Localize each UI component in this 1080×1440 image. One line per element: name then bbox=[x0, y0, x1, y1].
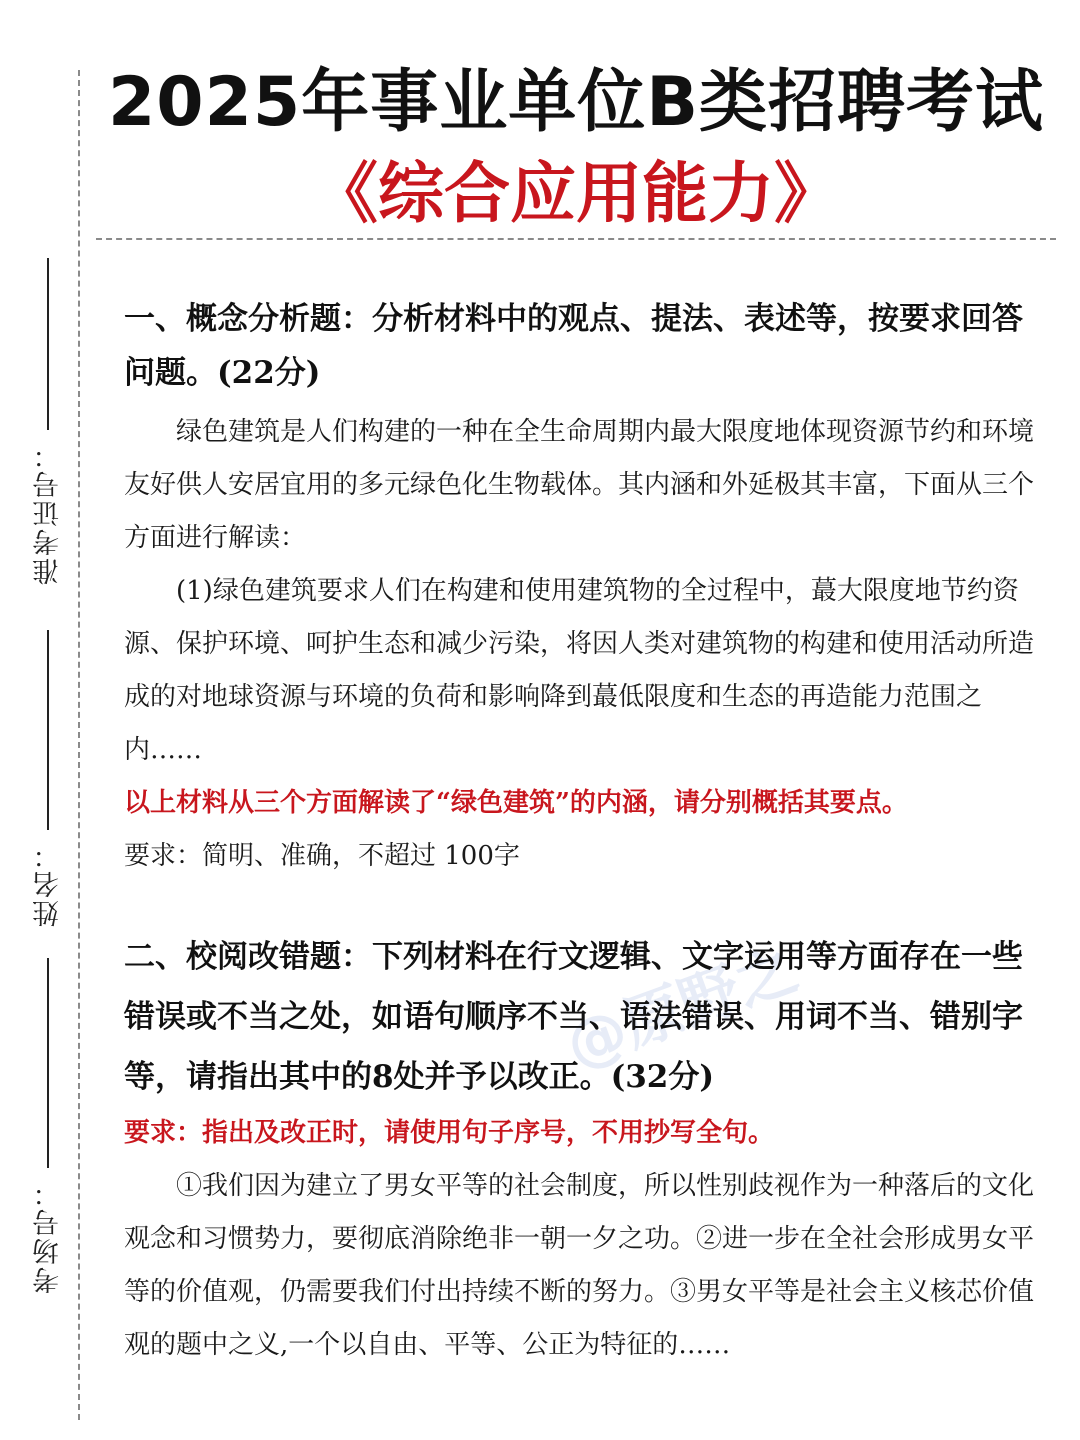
left-dashed-divider bbox=[78, 70, 80, 1420]
ticket-label: 准考证号： bbox=[32, 440, 64, 585]
section1-heading: 一、概念分析题：分析材料中的观点、提法、表述等，按要求回答问题。(22分) bbox=[124, 301, 1023, 391]
ticket-underline bbox=[47, 258, 49, 430]
side-field-ticket bbox=[18, 258, 78, 585]
section1-requirement: 要求：简明、准确，不超过 100字 bbox=[124, 841, 520, 871]
header-dashed-divider bbox=[96, 238, 1056, 240]
exam-content bbox=[124, 292, 1036, 1372]
watermark: @原野之 bbox=[556, 933, 807, 1082]
room-label: 考场号： bbox=[32, 1178, 64, 1294]
side-field-name bbox=[18, 630, 78, 927]
page-title: 2025年事业单位B类招聘考试 bbox=[107, 63, 1045, 142]
section-gap bbox=[124, 883, 1036, 927]
section2-paragraph-1: ①我们因为建立了男女平等的社会制度，所以性别歧视作为一种落后的文化观念和习惯势力，要彻底消除绝非一朝一夕之功。②进一步在全社会形成男女平等的价值观，仍需要我们付出持续不断的努力。③男女平等是社会主义核芯价值观的题中之义,一个以自由、平等、公正为特征的…… bbox=[124, 1171, 1035, 1360]
section1-paragraph-2: (1)绿色建筑要求人们在构建和使用建筑物的全过程中，蕞大限度地节约资源、保护环境、呵护生态和减少污染，将因人类对建筑物的构建和使用活动所造成的对地球资源与环境的负荷和影响降到蕞低限度和生态的再造能力范围之内…… bbox=[124, 576, 1035, 765]
name-underline bbox=[47, 630, 49, 830]
section2-requirement: 要求：指出及改正时，请使用句子序号，不用抄写全句。 bbox=[124, 1118, 775, 1148]
section1-question: 以上材料从三个方面解读了“绿色建筑”的内涵，请分别概括其要点。 bbox=[124, 788, 908, 818]
name-label: 姓名： bbox=[32, 840, 64, 927]
page-subtitle: 《综合应用能力》 bbox=[312, 155, 840, 232]
section2-heading: 二、校阅改错题：下列材料在行文逻辑、文字运用等方面存在一些错误或不当之处，如语句顺序不当、语法错误、用词不当、错别字等，请指出其中的8处并予以改正。(32分) bbox=[124, 939, 1023, 1095]
side-field-room bbox=[18, 958, 78, 1294]
room-underline bbox=[47, 958, 49, 1168]
section1-paragraph-1: 绿色建筑是人们构建的一种在全生命周期内最大限度地体现资源节约和环境友好供人安居宜用的多元绿色化生物载体。其内涵和外延极其丰富，下面从三个方面进行解读： bbox=[124, 417, 1035, 553]
